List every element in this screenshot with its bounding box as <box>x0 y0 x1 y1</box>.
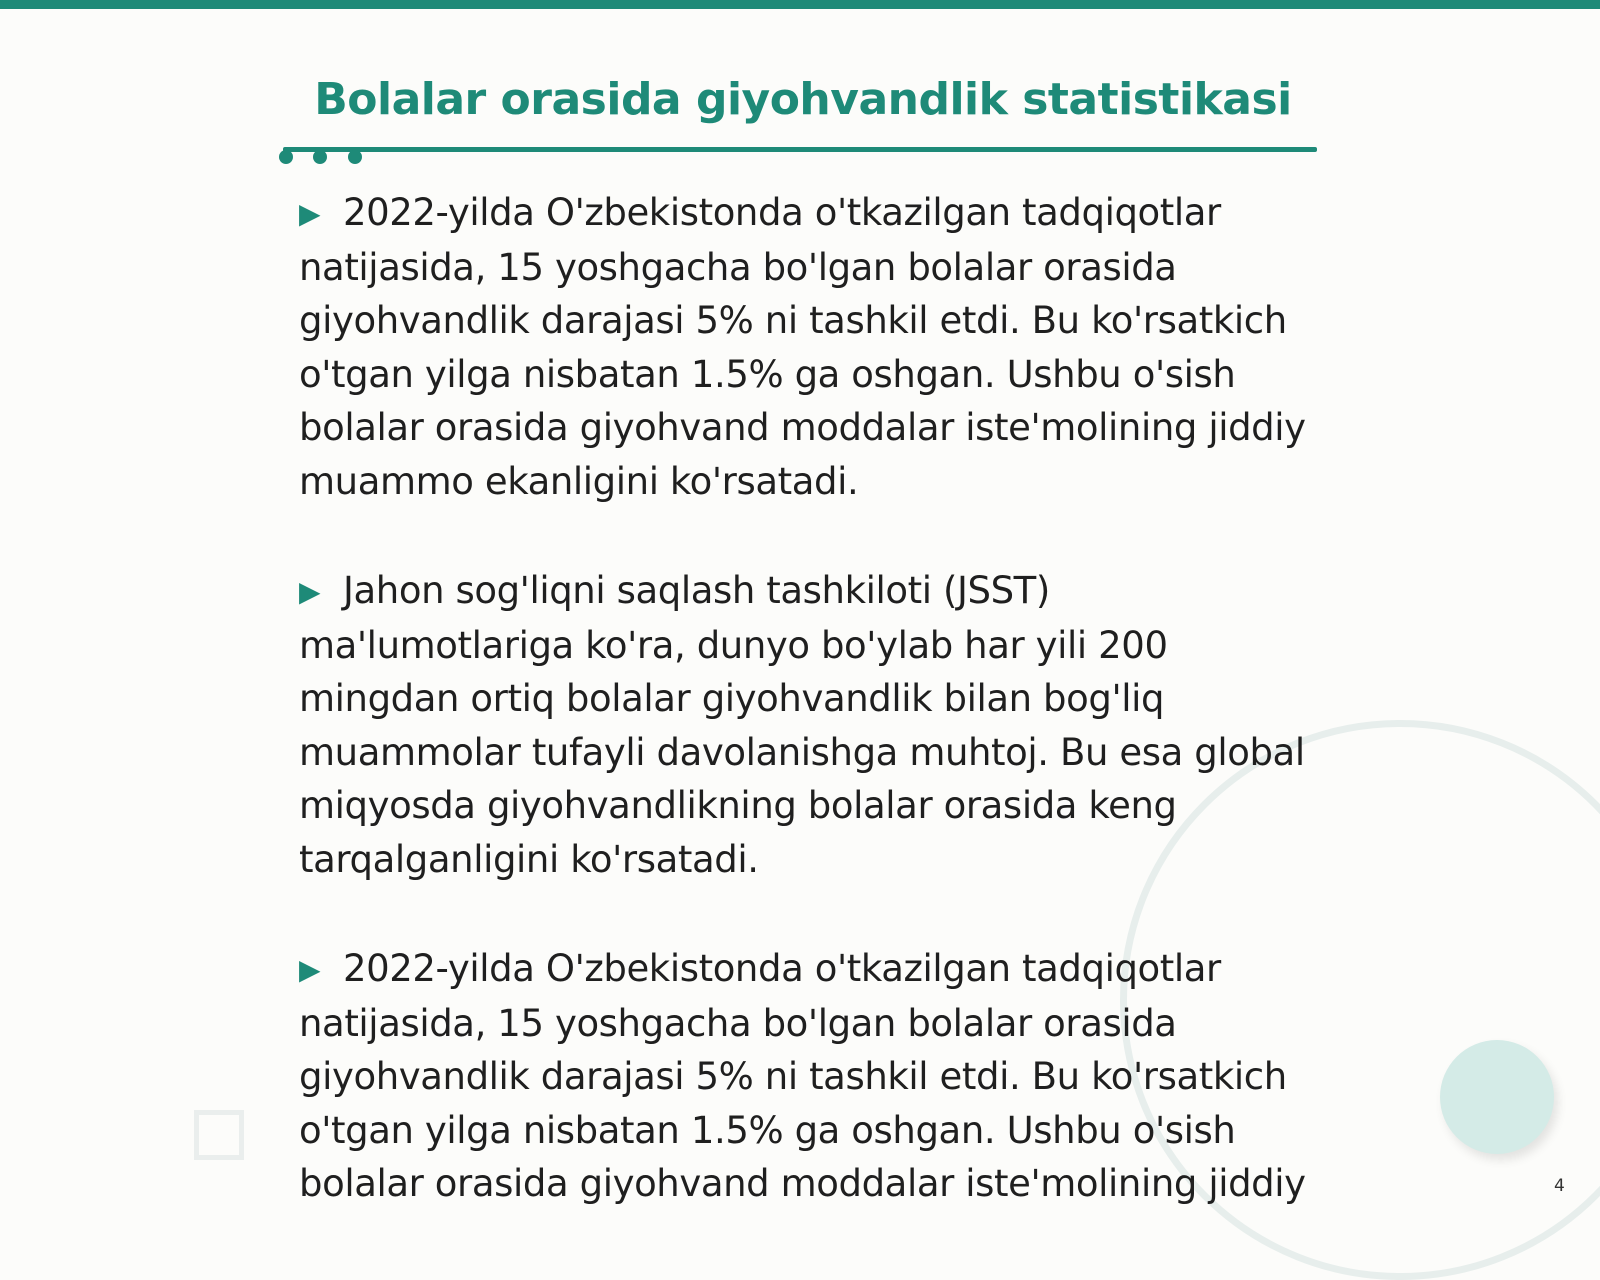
title-dot <box>313 150 327 164</box>
play-arrow-icon: ▶ <box>299 953 321 986</box>
bullet-list <box>299 186 1319 1267</box>
decorative-square <box>194 1110 244 1160</box>
bullet-text: 2022-yilda O'zbekistonda o'tkazilgan tadqiqotlar natijasida, 15 yoshgacha bo'lgan bolalar orasida giyohvandlik darajasi 5% ni tashkil etdi. Bu ko'rsatkich o'tgan yilga nisbatan 1.5% ga oshgan. Ushbu o'sish bolalar orasida giyohvand moddalar iste'molining jiddiy <box>299 947 1306 1205</box>
slide-title: Bolalar orasida giyohvandlik statistikasi <box>314 74 1292 125</box>
decorative-circle <box>1440 1040 1554 1154</box>
bullet-item <box>299 942 1319 1211</box>
title-dot <box>348 150 362 164</box>
bullet-item <box>299 564 1319 886</box>
bullet-text: Jahon sog'liqni saqlash tashkiloti (JSST) ma'lumotlariga ko'ra, dunyo bo'ylab har yili 200 mingdan ortiq bolalar giyohvandlik bilan bog'liq muammolar tufayli davolanishga muhtoj. Bu esa global miqyosda giyohvandlikning bolalar orasida keng tarqalganligini ko'rsatadi. <box>299 569 1305 881</box>
title-underline <box>283 147 1317 152</box>
play-arrow-icon: ▶ <box>299 575 321 608</box>
play-arrow-icon: ▶ <box>299 197 321 230</box>
title-dot <box>279 150 293 164</box>
bullet-item <box>299 186 1319 508</box>
bullet-text: 2022-yilda O'zbekistonda o'tkazilgan tadqiqotlar natijasida, 15 yoshgacha bo'lgan bolalar orasida giyohvandlik darajasi 5% ni tashkil etdi. Bu ko'rsatkich o'tgan yilga nisbatan 1.5% ga oshgan. Ushbu o'sish bolalar orasida giyohvand moddalar iste'molining jiddiy muammo ekanligini ko'rsatadi. <box>299 191 1306 503</box>
page-number: 4 <box>1554 1176 1565 1196</box>
top-accent-bar <box>0 0 1600 9</box>
